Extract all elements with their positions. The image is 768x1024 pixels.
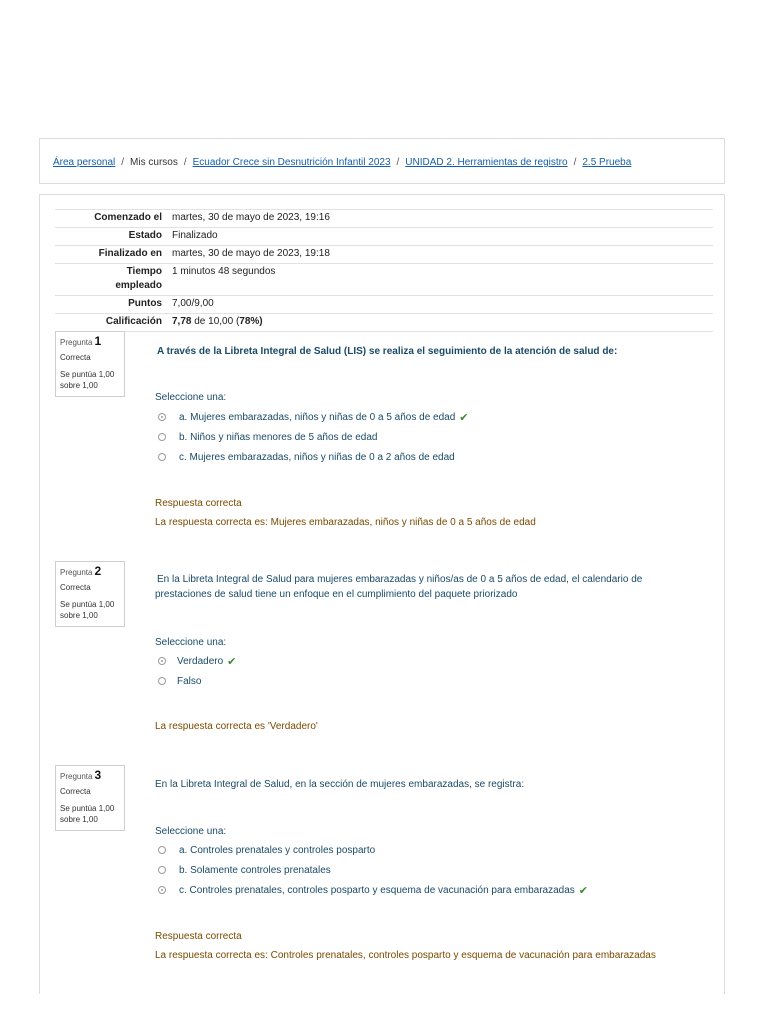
summary-value (167, 314, 713, 332)
answer-option[interactable] (158, 882, 588, 898)
answer-option[interactable] (158, 653, 236, 669)
check-icon: ✔ (578, 884, 589, 897)
question-text: A través de la Libreta Integral de Salud (LIS) se realiza el seguimiento de la atención de salud de: (157, 346, 618, 357)
summary-value: 1 minutos 48 segundos (167, 264, 713, 296)
answer-label: a. Controles prenatales y controles posparto (179, 844, 376, 856)
question-text: En la Libreta Integral de Salud, en la sección de mujeres embarazadas, se registra: (155, 779, 525, 790)
right-answer-text: La respuesta correcta es 'Verdadero' (155, 721, 318, 732)
summary-row-state (55, 228, 713, 246)
radio-button[interactable] (158, 657, 166, 665)
question-text-line: En la Libreta Integral de Salud para mujeres embarazadas y niños/as de 0 a 5 años de edad, el calendario de (157, 574, 643, 585)
answer-label: Falso (177, 675, 202, 687)
question-info-box (55, 561, 125, 627)
question-prompt: Seleccione una: (155, 826, 227, 837)
breadcrumb-separator: / (121, 157, 125, 168)
answer-option[interactable] (158, 862, 331, 878)
breadcrumb-course[interactable]: Ecuador Crece sin Desnutrición Infantil 2023 (192, 157, 391, 168)
summary-label-line: empleado (115, 280, 162, 291)
summary-label (55, 264, 167, 296)
answer-label: b. Niños y niñas menores de 5 años de edad (179, 431, 378, 443)
feedback-text: Respuesta correcta (155, 498, 242, 509)
breadcrumb-separator: / (573, 157, 577, 168)
answer-option[interactable] (158, 842, 375, 858)
summary-row-time (55, 264, 713, 296)
answer-label: a. Mujeres embarazadas, niños y niñas de 0 a 5 años de edad (179, 411, 456, 423)
breadcrumb-mis-cursos: Mis cursos (130, 157, 178, 168)
summary-row-points (55, 296, 713, 314)
grade-percent: 78% (239, 316, 260, 327)
answer-option[interactable] (158, 409, 469, 425)
question-grade-max: sobre 1,00 (60, 611, 98, 620)
answer-label: Verdadero (177, 655, 224, 667)
radio-button[interactable] (158, 677, 166, 685)
right-answer-text: La respuesta correcta es: Controles prenatales, controles posparto y esquema de vacunación para embarazadas (155, 950, 656, 961)
summary-value: martes, 30 de mayo de 2023, 19:16 (167, 210, 713, 228)
answer-label: b. Solamente controles prenatales (179, 864, 331, 876)
question-prompt: Seleccione una: (155, 637, 227, 648)
radio-button[interactable] (158, 866, 166, 874)
question-grade: Se puntúa 1,00 (60, 600, 115, 609)
summary-value: Finalizado (167, 228, 713, 246)
quiz-review-panel (39, 194, 725, 994)
radio-button[interactable] (158, 886, 166, 894)
breadcrumb-area-personal[interactable]: Área personal (53, 157, 116, 168)
question-text-line: prestaciones de salud tiene un enfoque en el cumplimiento del paquete priorizado (155, 589, 518, 600)
breadcrumb-separator: / (183, 157, 187, 168)
summary-label-line: Tiempo (126, 266, 162, 277)
question-number: 3 (94, 768, 102, 782)
answer-label: c. Mujeres embarazadas, niños y niñas de 0 a 2 años de edad (179, 451, 455, 463)
question-info-box (55, 331, 125, 397)
answer-label: c. Controles prenatales, controles posparto y esquema de vacunación para embarazadas (179, 884, 575, 896)
answer-option[interactable] (158, 449, 455, 465)
question-number: 2 (94, 564, 102, 578)
breadcrumb-unit[interactable]: UNIDAD 2. Herramientas de registro (405, 157, 568, 168)
attempt-summary-table (55, 209, 713, 332)
question-grade: Se puntúa 1,00 (60, 370, 115, 379)
check-icon: ✔ (227, 655, 237, 668)
breadcrumb (53, 157, 631, 168)
question-number: 1 (94, 334, 102, 348)
answer-option[interactable] (158, 673, 201, 689)
summary-row-started (55, 210, 713, 228)
radio-button[interactable] (158, 413, 166, 421)
radio-button[interactable] (158, 433, 166, 441)
summary-value: 7,00/9,00 (167, 296, 713, 314)
grade-text-end: ) (259, 316, 263, 327)
question-grade-max: sobre 1,00 (60, 815, 98, 824)
question-label: Pregunta (60, 338, 93, 347)
question-prompt: Seleccione una: (155, 392, 227, 403)
breadcrumb-separator: / (396, 157, 400, 168)
right-answer-text: La respuesta correcta es: Mujeres embarazadas, niños y niñas de 0 a 5 años de edad (155, 517, 536, 528)
summary-value: martes, 30 de mayo de 2023, 19:18 (167, 246, 713, 264)
summary-label: Finalizado en (55, 246, 167, 264)
breadcrumb-quiz[interactable]: 2.5 Prueba (582, 157, 632, 168)
summary-label: Estado (55, 228, 167, 246)
summary-label: Calificación (55, 314, 167, 332)
question-grade-max: sobre 1,00 (60, 381, 98, 390)
radio-button[interactable] (158, 453, 166, 461)
question-text (155, 572, 675, 602)
question-label: Pregunta (60, 568, 93, 577)
answer-option[interactable] (158, 429, 377, 445)
summary-row-grade (55, 314, 713, 332)
summary-label: Comenzado el (55, 210, 167, 228)
question-grade: Se puntúa 1,00 (60, 804, 115, 813)
summary-row-finished (55, 246, 713, 264)
grade-text: de 10,00 ( (191, 316, 240, 327)
question-status: Correcta (60, 787, 91, 796)
question-label: Pregunta (60, 772, 93, 781)
question-info-box (55, 765, 125, 831)
question-status: Correcta (60, 353, 91, 362)
radio-button[interactable] (158, 846, 166, 854)
grade-score: 7,78 (172, 316, 192, 327)
question-status: Correcta (60, 583, 91, 592)
check-icon: ✔ (459, 411, 469, 424)
breadcrumb-bar (39, 138, 725, 184)
summary-label: Puntos (55, 296, 167, 314)
feedback-text: Respuesta correcta (155, 931, 242, 942)
